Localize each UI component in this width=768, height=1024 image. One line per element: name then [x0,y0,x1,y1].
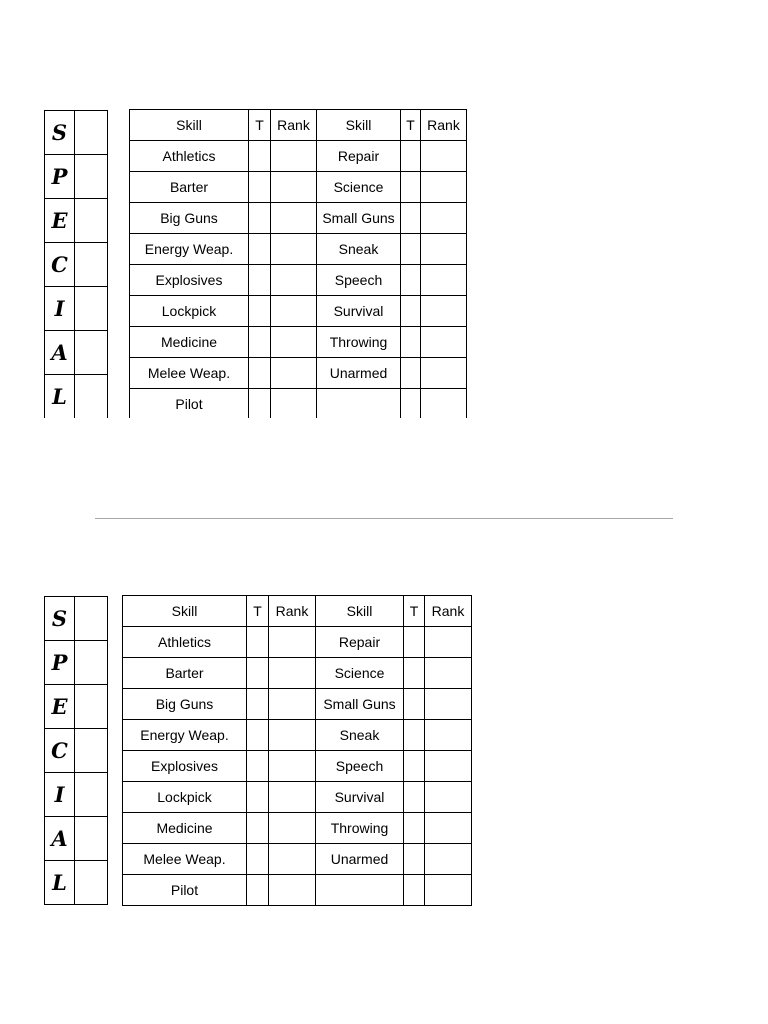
rank-cell[interactable] [269,720,316,751]
rank-cell[interactable] [425,782,472,813]
rank-cell[interactable] [269,689,316,720]
special-letter: C [45,243,75,287]
skill-name: Barter [130,172,249,203]
skill-name: Big Guns [130,203,249,234]
skill-name: Athletics [130,141,249,172]
skill-name: Energy Weap. [130,234,249,265]
special-value-cell[interactable] [75,729,108,773]
rank-cell[interactable] [425,627,472,658]
rank-cell[interactable] [269,751,316,782]
skill-name: Science [317,172,401,203]
special-row [45,597,108,641]
rank-cell[interactable] [269,844,316,875]
tag-cell[interactable] [247,813,269,844]
skill-row [123,751,472,782]
skill-header: Skill [316,596,404,627]
tag-cell[interactable] [404,720,425,751]
tag-cell[interactable] [404,813,425,844]
special-value-cell[interactable] [75,773,108,817]
skill-name: Lockpick [123,782,247,813]
skill-row [123,658,472,689]
tag-header: T [404,596,425,627]
skill-name: Melee Weap. [123,844,247,875]
skill-name: Pilot [123,875,247,906]
skill-name: Survival [317,296,401,327]
tag-cell[interactable] [247,627,269,658]
rank-header: Rank [425,596,472,627]
rank-cell[interactable] [269,658,316,689]
tag-cell[interactable] [404,751,425,782]
tag-cell[interactable] [247,751,269,782]
special-letter: A [45,817,75,861]
skill-row [123,689,472,720]
skill-name: Science [316,658,404,689]
skill-row [123,844,472,875]
skill-row [123,875,472,906]
tag-cell[interactable] [404,844,425,875]
skill-name: Survival [316,782,404,813]
tag-cell[interactable] [247,782,269,813]
tag-cell[interactable] [404,875,425,906]
skill-name: Small Guns [317,203,401,234]
special-letter: A [45,331,75,375]
skill-header: Skill [123,596,247,627]
skill-name: Melee Weap. [130,358,249,389]
special-stats-table [44,596,108,905]
rank-cell[interactable] [425,689,472,720]
special-value-cell[interactable] [75,641,108,685]
special-letter: S [45,111,75,155]
special-value-cell[interactable] [75,861,108,905]
skill-name: Athletics [123,627,247,658]
special-value-cell[interactable] [75,597,108,641]
skills-table [122,595,472,906]
skill-name: Lockpick [130,296,249,327]
skill-row [123,720,472,751]
special-row [45,641,108,685]
special-row [45,861,108,905]
tag-cell[interactable] [404,782,425,813]
special-letter: E [45,685,75,729]
skill-name: Sneak [316,720,404,751]
special-letter: I [45,287,75,331]
special-row [45,685,108,729]
rank-cell[interactable] [269,875,316,906]
special-letter: P [45,641,75,685]
skill-name: Explosives [130,265,249,296]
rank-cell[interactable] [269,782,316,813]
skill-header: Skill [130,110,249,141]
skill-name: Big Guns [123,689,247,720]
rank-header: Rank [269,596,316,627]
tag-cell[interactable] [247,720,269,751]
skill-name: Medicine [123,813,247,844]
skill-row [123,627,472,658]
rank-cell[interactable] [425,844,472,875]
rank-cell[interactable] [425,720,472,751]
skill-name: Speech [317,265,401,296]
tag-cell[interactable] [404,689,425,720]
tag-cell[interactable] [247,658,269,689]
skill-name-empty [316,875,404,906]
tag-cell[interactable] [404,658,425,689]
skill-name: Energy Weap. [123,720,247,751]
rank-cell[interactable] [269,627,316,658]
skill-name: Barter [123,658,247,689]
tag-header: T [249,110,271,141]
skill-name: Unarmed [316,844,404,875]
skill-name: Throwing [316,813,404,844]
rank-header: Rank [271,110,317,141]
special-letter: I [45,773,75,817]
special-letter: C [45,729,75,773]
special-letter: E [45,199,75,243]
skill-row [123,813,472,844]
tag-cell[interactable] [247,875,269,906]
rank-cell[interactable] [425,751,472,782]
rank-cell[interactable] [269,813,316,844]
skill-name: Unarmed [317,358,401,389]
skill-name: Repair [317,141,401,172]
skill-name: Explosives [123,751,247,782]
special-row [45,773,108,817]
skill-name: Pilot [130,389,249,419]
special-letter: L [45,861,75,905]
special-row [45,729,108,773]
skill-header: Skill [317,110,401,141]
rank-cell[interactable] [425,813,472,844]
rank-cell[interactable] [425,658,472,689]
special-value-cell[interactable] [75,817,108,861]
rank-cell[interactable] [425,875,472,906]
skill-row [123,782,472,813]
tag-cell[interactable] [404,627,425,658]
skill-name: Small Guns [316,689,404,720]
skill-name: Sneak [317,234,401,265]
tag-header: T [247,596,269,627]
skill-name: Speech [316,751,404,782]
special-letter: S [45,597,75,641]
special-value-cell[interactable] [75,685,108,729]
skill-name: Repair [316,627,404,658]
skill-name: Throwing [317,327,401,358]
rank-header: Rank [421,110,467,141]
tag-cell[interactable] [247,689,269,720]
special-letter: L [45,375,75,419]
special-letter: P [45,155,75,199]
skills-header-row [123,596,472,627]
tag-header: T [401,110,421,141]
tag-cell[interactable] [247,844,269,875]
skill-name: Medicine [130,327,249,358]
special-row [45,817,108,861]
